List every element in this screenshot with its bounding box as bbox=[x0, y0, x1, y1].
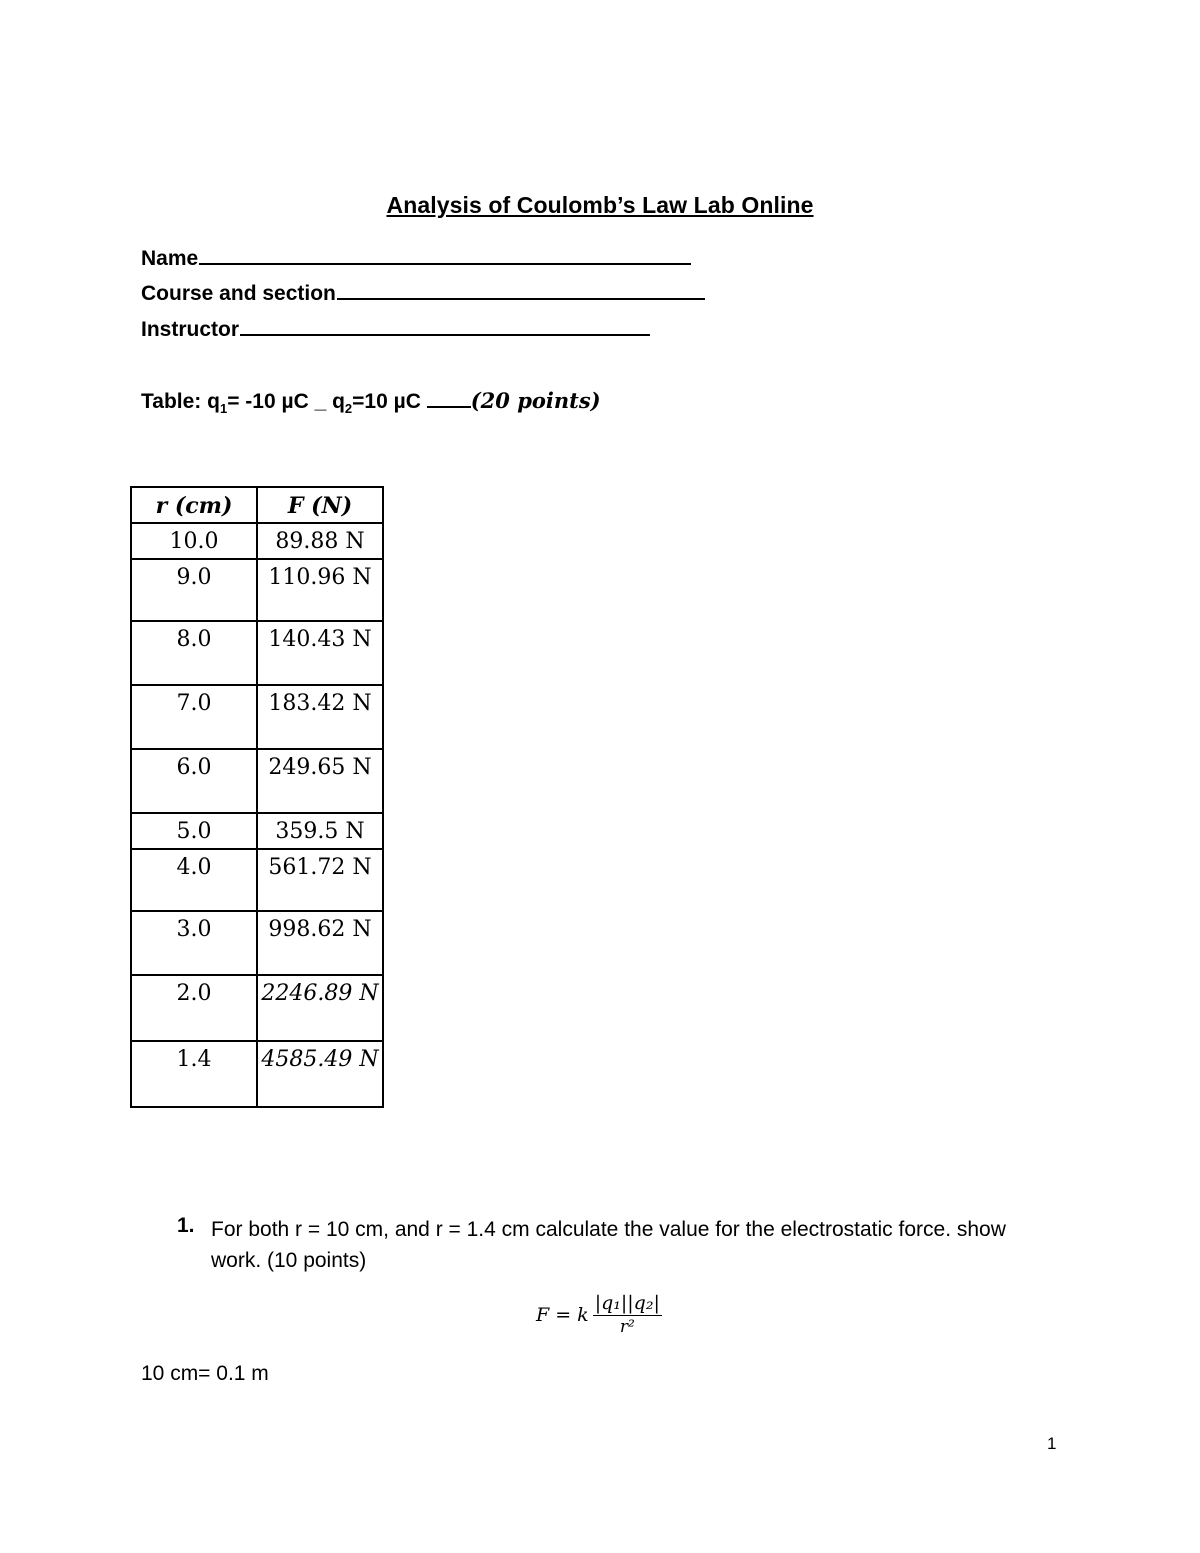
formula-numerator: |q₁||q₂| bbox=[594, 1292, 660, 1314]
cell-f: 561.72 N bbox=[257, 849, 383, 911]
page-number: 1 bbox=[1047, 1434, 1057, 1453]
table-row bbox=[131, 849, 383, 911]
table-row bbox=[131, 1041, 383, 1107]
table-row bbox=[131, 911, 383, 975]
table-header-row bbox=[131, 487, 383, 523]
cell-r: 10.0 bbox=[131, 523, 257, 559]
q2-subscript: 2 bbox=[344, 401, 353, 417]
table-caption bbox=[141, 388, 601, 416]
cell-r: 2.0 bbox=[131, 975, 257, 1041]
cell-f: 249.65 N bbox=[257, 749, 383, 813]
unit-conversion: 10 cm= 0.1 m bbox=[141, 1362, 269, 1385]
course-section-label: Course and section bbox=[141, 282, 336, 305]
cell-r: 8.0 bbox=[131, 621, 257, 685]
cell-f: 110.96 N bbox=[257, 559, 383, 621]
instructor-field bbox=[141, 316, 650, 344]
instructor-label: Instructor bbox=[141, 318, 240, 341]
header-r: r (cm) bbox=[131, 487, 257, 523]
caption-blank bbox=[427, 390, 471, 408]
cell-f: 998.62 N bbox=[257, 911, 383, 975]
cell-f: 89.88 N bbox=[257, 523, 383, 559]
table-row bbox=[131, 559, 383, 621]
name-label: Name bbox=[141, 247, 199, 270]
document-title: Analysis of Coulomb’s Law Lab Online bbox=[386, 192, 814, 218]
q1-symbol: q bbox=[207, 390, 220, 413]
table-row bbox=[131, 749, 383, 813]
cell-r: 4.0 bbox=[131, 849, 257, 911]
question-1-number: 1. bbox=[177, 1214, 195, 1237]
cell-r: 1.4 bbox=[131, 1041, 257, 1107]
cell-r: 5.0 bbox=[131, 813, 257, 849]
q2-symbol: q bbox=[332, 390, 345, 413]
table-row bbox=[131, 685, 383, 749]
name-blank bbox=[199, 245, 691, 265]
cell-f: 2246.89 N bbox=[257, 975, 383, 1041]
cell-f: 183.42 N bbox=[257, 685, 383, 749]
q1-subscript: 1 bbox=[219, 401, 228, 417]
course-section-blank bbox=[337, 280, 705, 300]
header-f: F (N) bbox=[257, 487, 383, 523]
coulomb-formula bbox=[536, 1292, 662, 1337]
instructor-blank bbox=[240, 316, 650, 336]
cell-r: 9.0 bbox=[131, 559, 257, 621]
q1-value: = -10 µC _ bbox=[227, 390, 333, 413]
cell-f: 359.5 N bbox=[257, 813, 383, 849]
formula-lhs: F = k bbox=[536, 1303, 589, 1326]
formula-denominator: r² bbox=[619, 1317, 635, 1337]
question-1-text: For both r = 10 cm, and r = 1.4 cm calculate the value for the electrostatic force. show work. (10 points) bbox=[211, 1218, 1006, 1272]
name-field bbox=[141, 245, 691, 273]
cell-r: 6.0 bbox=[131, 749, 257, 813]
q2-value: =10 µC bbox=[352, 390, 427, 413]
formula-fraction bbox=[593, 1292, 662, 1337]
table-row bbox=[131, 975, 383, 1041]
cell-r: 3.0 bbox=[131, 911, 257, 975]
caption-prefix: Table: bbox=[141, 390, 208, 413]
course-section-field bbox=[141, 280, 705, 308]
table-row bbox=[131, 621, 383, 685]
force-table bbox=[130, 486, 384, 1108]
cell-r: 7.0 bbox=[131, 685, 257, 749]
table-row bbox=[131, 813, 383, 849]
points-label: (20 points) bbox=[470, 388, 601, 413]
table-row bbox=[131, 523, 383, 559]
cell-f: 4585.49 N bbox=[257, 1041, 383, 1107]
cell-f: 140.43 N bbox=[257, 621, 383, 685]
